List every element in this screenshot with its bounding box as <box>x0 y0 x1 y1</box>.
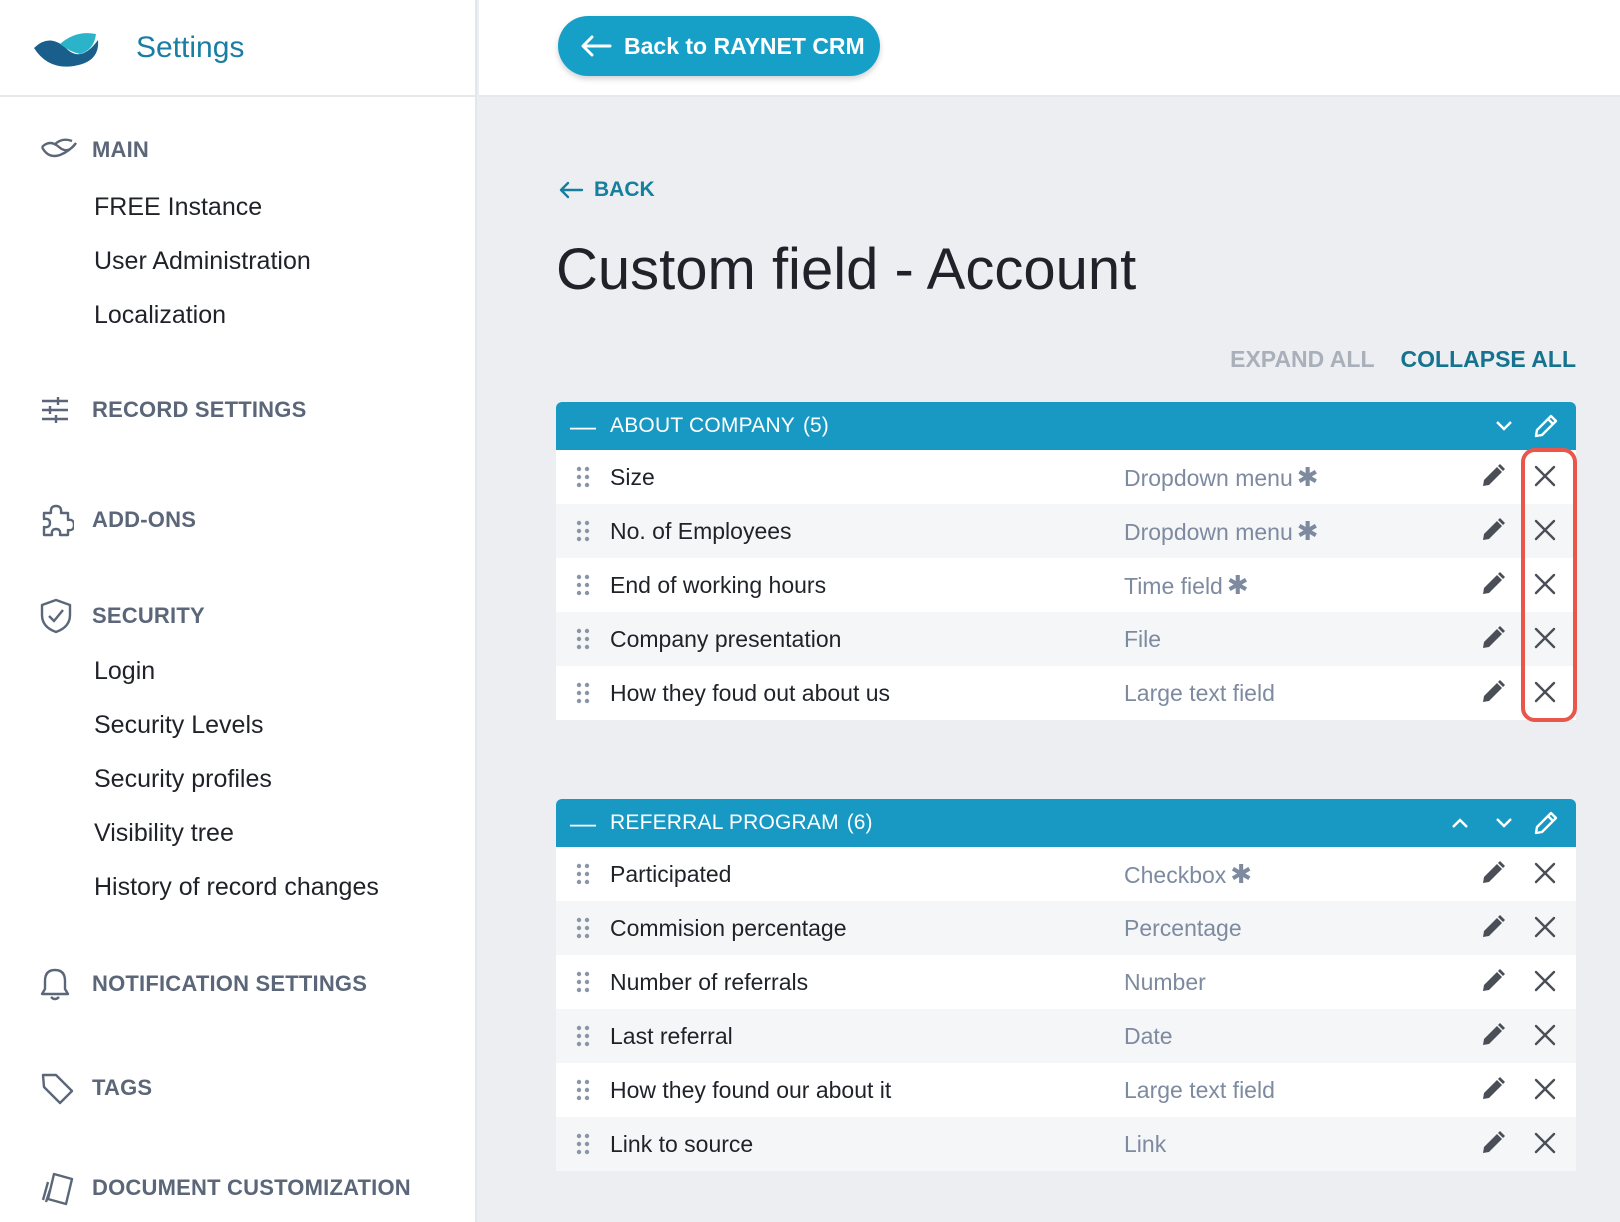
delete-field-icon[interactable] <box>1532 571 1560 599</box>
sidebar-section-record-settings <box>0 390 477 430</box>
edit-field-icon[interactable] <box>1480 860 1508 888</box>
tag-icon <box>40 1070 80 1106</box>
sidebar-section-security <box>0 596 477 914</box>
field-type <box>1124 1131 1166 1158</box>
delete-field-icon[interactable] <box>1532 860 1560 888</box>
sidebar-item-localization[interactable]: Localization <box>94 301 227 329</box>
collapse-all-button[interactable]: COLLAPSE ALL <box>1400 346 1576 372</box>
drag-handle-icon[interactable] <box>556 971 610 993</box>
sidebar-head-security[interactable]: SECURITY <box>0 596 477 636</box>
drag-handle-icon[interactable] <box>556 1025 610 1047</box>
delete-field-icon[interactable] <box>1532 1076 1560 1104</box>
field-row[interactable] <box>556 450 1576 504</box>
sidebar-item-free-instance[interactable]: FREE Instance <box>94 193 263 221</box>
field-row[interactable] <box>556 901 1576 955</box>
field-list <box>556 847 1576 1171</box>
field-type-label: Percentage <box>1124 914 1242 941</box>
edit-field-icon[interactable] <box>1480 968 1508 996</box>
field-type <box>1124 570 1249 601</box>
field-row[interactable] <box>556 1009 1576 1063</box>
field-type-label: Date <box>1124 1022 1173 1049</box>
field-group-referral-program <box>556 799 1576 1171</box>
delete-field-icon[interactable] <box>1532 968 1560 996</box>
field-group-about-company <box>556 402 1576 720</box>
sliders-icon <box>40 392 80 428</box>
sidebar-head-document-customization[interactable]: DOCUMENT CUSTOMIZATION <box>0 1168 477 1208</box>
field-type-label: Checkbox <box>1124 861 1227 888</box>
bell-icon <box>40 966 80 1002</box>
field-name: Size <box>610 463 655 490</box>
sidebar-section-document-customization <box>0 1168 477 1208</box>
edit-field-icon[interactable] <box>1480 1022 1508 1050</box>
sidebar-item-login[interactable]: Login <box>94 657 156 685</box>
delete-field-icon[interactable] <box>1532 463 1560 491</box>
field-name: No. of Employees <box>610 517 792 544</box>
required-asterisk-icon: ✱ <box>1226 569 1249 600</box>
puzzle-icon <box>40 502 80 538</box>
required-asterisk-icon: ✱ <box>1296 461 1319 492</box>
sidebar <box>0 0 477 1222</box>
field-type <box>1124 1023 1173 1050</box>
collapse-group-icon[interactable]: — <box>570 807 596 838</box>
delete-field-icon[interactable] <box>1532 1022 1560 1050</box>
chevron-up-icon[interactable] <box>1446 809 1474 837</box>
field-type-label: Time field <box>1124 572 1223 599</box>
document-icon <box>40 1170 80 1206</box>
chevron-down-icon[interactable] <box>1490 809 1518 837</box>
drag-handle-icon[interactable] <box>556 917 610 939</box>
field-row[interactable] <box>556 558 1576 612</box>
edit-group-icon[interactable] <box>1532 412 1560 440</box>
field-name: End of working hours <box>610 571 827 598</box>
delete-field-icon[interactable] <box>1532 914 1560 942</box>
field-type-label: Dropdown menu <box>1124 518 1293 545</box>
field-row[interactable] <box>556 1117 1576 1171</box>
raynet-logo-icon[interactable] <box>30 28 102 68</box>
expand-all-button[interactable]: EXPAND ALL <box>1230 346 1375 372</box>
field-type <box>1124 1077 1275 1104</box>
drag-handle-icon[interactable] <box>556 466 610 488</box>
required-asterisk-icon: ✱ <box>1230 858 1253 889</box>
sidebar-item-security-levels[interactable]: Security Levels <box>94 711 264 739</box>
sidebar-section-main <box>0 130 477 342</box>
arrow-left-icon <box>580 35 612 57</box>
field-name: Last referral <box>610 1022 733 1049</box>
settings-title: Settings <box>136 30 245 64</box>
field-type <box>1124 969 1206 996</box>
drag-handle-icon[interactable] <box>556 628 610 650</box>
field-type <box>1124 516 1319 547</box>
field-name: How they found our about it <box>610 1076 892 1103</box>
sidebar-section-notification-settings <box>0 964 477 1004</box>
field-row[interactable] <box>556 612 1576 666</box>
field-row[interactable] <box>556 504 1576 558</box>
field-name: Link to source <box>610 1130 754 1157</box>
field-type-label: File <box>1124 625 1162 652</box>
drag-handle-icon[interactable] <box>556 574 610 596</box>
drag-handle-icon[interactable] <box>556 520 610 542</box>
edit-field-icon[interactable] <box>1480 914 1508 942</box>
main-icon <box>40 132 80 168</box>
expand-collapse-controls <box>1230 346 1576 373</box>
shield-icon <box>40 598 80 634</box>
field-type-label: Large text field <box>1124 1076 1275 1103</box>
field-type-label: Number <box>1124 968 1206 995</box>
field-type <box>1124 915 1242 942</box>
sidebar-item-history-of-record-changes[interactable]: History of record changes <box>94 873 379 901</box>
delete-field-icon[interactable] <box>1532 679 1560 707</box>
field-name: Commision percentage <box>610 914 847 941</box>
delete-field-icon[interactable] <box>1532 625 1560 653</box>
arrow-left-icon <box>558 181 584 199</box>
field-type <box>1124 626 1161 653</box>
edit-field-icon[interactable] <box>1480 517 1508 545</box>
sidebar-head-notification-settings[interactable]: NOTIFICATION SETTINGS <box>0 964 477 1004</box>
sidebar-item-security-profiles[interactable]: Security profiles <box>94 765 272 793</box>
edit-field-icon[interactable] <box>1480 1076 1508 1104</box>
drag-handle-icon[interactable] <box>556 863 610 885</box>
field-list <box>556 450 1576 720</box>
brand-header <box>0 0 475 97</box>
back-link[interactable]: BACK <box>558 178 655 202</box>
field-name: Participated <box>610 860 732 887</box>
edit-field-icon[interactable] <box>1480 571 1508 599</box>
field-row[interactable] <box>556 1063 1576 1117</box>
edit-field-icon[interactable] <box>1480 1130 1508 1158</box>
group-header[interactable]: — REFERRAL PROGRAM (6) <box>556 799 1576 847</box>
edit-group-icon[interactable] <box>1532 809 1560 837</box>
field-row[interactable] <box>556 666 1576 720</box>
edit-field-icon[interactable] <box>1480 679 1508 707</box>
field-type <box>1124 680 1275 707</box>
delete-field-icon[interactable] <box>1532 517 1560 545</box>
sidebar-item-user-administration[interactable]: User Administration <box>94 247 311 275</box>
delete-field-icon[interactable] <box>1532 1130 1560 1158</box>
drag-handle-icon[interactable] <box>556 1079 610 1101</box>
field-row[interactable] <box>556 847 1576 901</box>
collapse-group-icon[interactable]: — <box>570 410 596 441</box>
chevron-down-icon[interactable] <box>1490 412 1518 440</box>
page-title: Custom field - Account <box>556 237 1137 302</box>
field-row[interactable] <box>556 955 1576 1009</box>
sidebar-head-main[interactable]: MAIN <box>0 130 477 170</box>
field-name: Number of referrals <box>610 968 809 995</box>
group-header[interactable]: — ABOUT COMPANY (5) <box>556 402 1576 450</box>
field-type-label: Dropdown menu <box>1124 464 1293 491</box>
sidebar-head-tags[interactable]: TAGS <box>0 1068 477 1108</box>
edit-field-icon[interactable] <box>1480 625 1508 653</box>
top-bar <box>479 0 1620 97</box>
field-name: Company presentation <box>610 625 842 652</box>
field-type <box>1124 462 1319 493</box>
field-type-label: Large text field <box>1124 679 1275 706</box>
back-to-crm-button[interactable]: Back to RAYNET CRM <box>558 16 880 76</box>
field-type-label: Link <box>1124 1130 1167 1157</box>
sidebar-head-record-settings[interactable]: RECORD SETTINGS <box>0 390 477 430</box>
sidebar-item-visibility-tree[interactable]: Visibility tree <box>94 819 234 847</box>
field-type <box>1124 859 1252 890</box>
sidebar-section-tags <box>0 1068 477 1108</box>
sidebar-head-add-ons[interactable]: ADD-ONS <box>0 500 477 540</box>
edit-field-icon[interactable] <box>1480 463 1508 491</box>
drag-handle-icon[interactable] <box>556 1133 610 1155</box>
required-asterisk-icon: ✱ <box>1296 515 1319 546</box>
sidebar-section-add-ons <box>0 500 477 540</box>
drag-handle-icon[interactable] <box>556 682 610 704</box>
field-name: How they foud out about us <box>610 679 891 706</box>
